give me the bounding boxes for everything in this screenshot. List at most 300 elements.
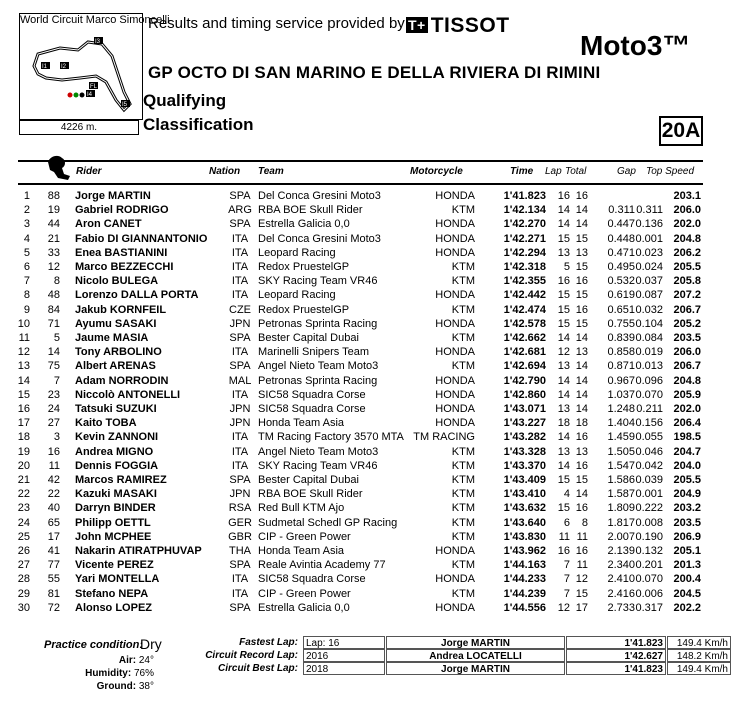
lap-time: 1'42.790: [503, 374, 546, 387]
gap-previous: 0.055: [635, 431, 663, 444]
rider-number: 14: [47, 346, 60, 359]
best-lap: 14: [557, 204, 570, 217]
gap-previous: 0.013: [635, 360, 663, 373]
nation: GBR: [228, 530, 252, 543]
motorcycle: TM RACING: [413, 431, 475, 444]
motorcycle: KTM: [451, 332, 475, 344]
top-speed: 202.0: [673, 403, 701, 415]
top-speed: 204.0: [673, 459, 701, 472]
position: 28: [17, 573, 30, 586]
lap-record-speed: 149.4 Km/h: [667, 662, 731, 675]
table-row: [0, 502, 729, 516]
team-name: Leopard Racing: [258, 246, 336, 259]
track-name: World Circuit Marco Simoncelli: [20, 14, 170, 26]
team-name: Red Bull KTM Ajo: [258, 502, 345, 515]
gap-previous: 0.001: [635, 488, 663, 501]
rider-number: 42: [47, 474, 60, 486]
table-row: [0, 531, 729, 545]
best-lap: 14: [557, 332, 570, 344]
gap-previous: 0.222: [635, 502, 663, 515]
top-speed: 204.8: [673, 232, 701, 245]
gap-first: 1.817: [607, 516, 635, 529]
nation: SPA: [229, 474, 251, 486]
rider-name: Marcos RAMIREZ: [75, 474, 167, 486]
lap-time: 1'42.662: [503, 332, 546, 344]
position: 6: [23, 261, 30, 273]
nation: JPN: [229, 317, 251, 330]
total-laps: 16: [575, 502, 588, 515]
gap-previous: 0.032: [635, 303, 663, 316]
team-name: RBA BOE Skull Rider: [258, 488, 363, 501]
col-team: Team: [258, 166, 284, 177]
top-speed: 205.5: [673, 261, 701, 273]
top-speed: 205.8: [673, 275, 701, 288]
gap-first: 1.459: [607, 431, 635, 444]
rider-name: Albert ARENAS: [75, 360, 156, 373]
gap-previous: 0.087: [635, 289, 663, 302]
best-lap: 16: [557, 545, 570, 557]
gap-previous: 0.070: [635, 573, 663, 586]
motorcycle: HONDA: [435, 289, 475, 302]
lap-time: 1'42.294: [503, 246, 546, 259]
lap-record-speed: 149.4 Km/h: [667, 636, 731, 649]
total-laps: 11: [576, 559, 588, 572]
table-row: [0, 289, 729, 303]
best-lap: 15: [557, 303, 570, 316]
best-lap: 15: [557, 232, 570, 245]
motorcycle: KTM: [451, 488, 475, 501]
gap-first: 0.532: [607, 275, 635, 288]
best-lap: 16: [557, 190, 570, 202]
col-nation: Nation: [209, 166, 241, 177]
best-lap: 15: [557, 502, 570, 515]
rider-number: 48: [47, 289, 60, 302]
motorcycle: KTM: [451, 261, 475, 273]
rider-number: 88: [47, 190, 60, 202]
top-speed: 205.1: [673, 545, 701, 557]
top-speed: 207.2: [673, 289, 701, 302]
rider-number: 16: [47, 445, 60, 458]
motorcycle: KTM: [451, 204, 475, 217]
motorcycle: HONDA: [435, 218, 475, 231]
position: 22: [17, 488, 30, 501]
rider-number: 81: [47, 587, 60, 600]
nation: SPA: [229, 190, 251, 202]
top-speed: 205.9: [673, 388, 701, 401]
position: 15: [17, 388, 30, 401]
motorcycle: KTM: [451, 587, 475, 600]
total-laps: 14: [575, 374, 588, 387]
total-laps: 16: [575, 275, 588, 288]
col-motorcycle: Motorcycle: [410, 166, 463, 177]
motorcycle: KTM: [451, 530, 475, 543]
position: 11: [18, 332, 30, 344]
rider-number: 65: [47, 516, 60, 529]
top-speed: 206.7: [673, 360, 701, 373]
gap-first: 2.416: [607, 587, 635, 600]
table-row: [0, 190, 729, 204]
team-name: SKY Racing Team VR46: [258, 275, 378, 288]
total-laps: 18: [575, 417, 588, 430]
svg-text:I1: I1: [42, 64, 48, 70]
gap-previous: 0.039: [635, 474, 663, 486]
svg-text:I4: I4: [87, 92, 93, 98]
lap-time: 1'42.860: [503, 388, 546, 401]
lap-time: 1'42.134: [503, 204, 546, 217]
best-lap: 16: [557, 275, 570, 288]
motorcycle: HONDA: [435, 388, 475, 401]
motorcycle: KTM: [451, 360, 475, 373]
total-laps: 14: [575, 204, 588, 217]
lap-time: 1'42.271: [503, 232, 546, 245]
lap-record-speed: 148.2 Km/h: [667, 649, 731, 662]
team-name: SIC58 Squadra Corse: [258, 388, 366, 401]
gap-first: 1.547: [607, 459, 635, 472]
track-map-box: [19, 13, 170, 120]
gap-first: 1.587: [607, 488, 635, 501]
motorcycle: HONDA: [435, 573, 475, 586]
lap-time: 1'43.962: [503, 545, 546, 557]
total-laps: 16: [575, 431, 588, 444]
team-name: SIC58 Squadra Corse: [258, 573, 366, 586]
position: 9: [23, 303, 30, 316]
top-speed: 202.0: [673, 218, 701, 231]
rider-number: 33: [47, 246, 60, 259]
position: 24: [17, 516, 30, 529]
practice-condition-label: Practice condition:: [44, 639, 144, 651]
total-laps: 15: [575, 587, 588, 600]
gap-first: 2.340: [607, 559, 635, 572]
gap-previous: 0.023: [635, 246, 663, 259]
nation: ITA: [231, 346, 249, 359]
position: 10: [17, 317, 30, 330]
total-laps: 16: [575, 190, 588, 202]
ground-temp: Ground: 38°: [96, 681, 154, 692]
lap-time: 1'42.355: [503, 275, 546, 288]
rider-name: Kazuki MASAKI: [75, 488, 157, 501]
team-name: Leopard Racing: [258, 289, 336, 302]
table-row: [0, 332, 729, 346]
team-name: RBA BOE Skull Rider: [258, 204, 363, 217]
best-lap: 14: [557, 431, 570, 444]
col-total: Total: [565, 166, 587, 177]
rider-number: 27: [47, 417, 60, 430]
table-row: [0, 304, 729, 318]
position: 4: [23, 232, 30, 245]
motorcycle: HONDA: [435, 601, 475, 614]
rider-name: Yari MONTELLA: [75, 573, 160, 586]
gap-previous: 0.096: [635, 374, 663, 387]
rider-helmet-icon: [44, 152, 74, 182]
motorcycle: HONDA: [435, 417, 475, 430]
table-row: [0, 517, 729, 531]
best-lap: 13: [557, 445, 570, 458]
rider-number: 21: [47, 232, 60, 245]
team-name: Reale Avintia Academy 77: [258, 559, 386, 572]
rider-name: Alonso LOPEZ: [75, 601, 152, 614]
lap-record-label: Fastest Lap:: [239, 637, 298, 648]
rider-name: Vicente PEREZ: [75, 559, 154, 572]
gap-previous: 0.046: [635, 445, 663, 458]
motorcycle: HONDA: [435, 317, 475, 330]
top-speed: 205.5: [673, 474, 701, 486]
motorcycle: HONDA: [435, 232, 475, 245]
rider-name: Dennis FOGGIA: [75, 459, 159, 472]
gap-previous: 0.006: [635, 587, 663, 600]
top-speed: 204.5: [673, 587, 701, 600]
rider-name: Nicolo BULEGA: [75, 275, 159, 288]
best-lap: 7: [563, 559, 570, 572]
gap-first: 1.809: [607, 502, 635, 515]
top-speed: 203.5: [673, 516, 701, 529]
lap-time: 1'42.318: [503, 261, 546, 273]
nation: JPN: [229, 417, 251, 430]
rider-name: Tatsuki SUZUKI: [75, 403, 157, 415]
table-row: [0, 275, 729, 289]
position: 21: [17, 474, 30, 486]
best-lap: 15: [557, 289, 570, 302]
gap-first: 1.248: [607, 403, 635, 415]
best-lap: 6: [563, 516, 570, 529]
gap-previous: 0.001: [635, 232, 663, 245]
rider-name: Lorenzo DALLA PORTA: [75, 289, 199, 302]
table-row: [0, 218, 729, 232]
total-laps: 11: [576, 530, 588, 543]
total-laps: 17: [575, 601, 588, 614]
top-speed: 206.0: [673, 204, 701, 217]
team-name: Petronas Sprinta Racing: [258, 317, 378, 330]
rider-number: 11: [48, 459, 60, 472]
lap-record-time: 1'42.627: [566, 649, 666, 662]
gap-previous: 0.104: [635, 317, 663, 330]
best-lap: 15: [557, 317, 570, 330]
team-name: Redox PruestelGP: [258, 261, 350, 273]
total-laps: 14: [575, 488, 588, 501]
motorcycle: HONDA: [435, 403, 475, 415]
motorcycle: HONDA: [435, 545, 475, 557]
lap-time: 1'43.409: [503, 474, 546, 486]
nation: ITA: [231, 445, 249, 458]
top-speed: 206.7: [673, 303, 701, 316]
team-name: Bester Capital Dubai: [258, 332, 359, 344]
table-row: [0, 431, 729, 445]
rider-number: 40: [47, 502, 60, 515]
nation: ITA: [231, 587, 249, 600]
gap-first: 0.839: [607, 332, 635, 344]
top-speed: 203.2: [673, 502, 701, 515]
best-lap: 12: [557, 601, 570, 614]
gap-previous: 0.132: [635, 545, 663, 557]
best-lap: 15: [557, 474, 570, 486]
best-lap: 14: [557, 459, 570, 472]
rider-number: 19: [47, 204, 60, 217]
gap-first: 0.651: [607, 303, 635, 316]
lap-record-period: 2016: [303, 649, 385, 662]
position: 17: [17, 417, 30, 430]
lap-time: 1'42.442: [503, 289, 546, 302]
best-lap: 14: [557, 218, 570, 231]
gap-previous: 0.317: [635, 601, 663, 614]
position: 12: [17, 346, 30, 359]
lap-time: 1'41.823: [503, 190, 546, 202]
gap-first: 1.586: [607, 474, 635, 486]
lap-time: 1'43.830: [503, 530, 546, 543]
lap-time: 1'43.071: [503, 403, 546, 415]
nation: SPA: [229, 332, 251, 344]
team-name: Marinelli Snipers Team: [258, 346, 370, 359]
top-speed: 200.4: [673, 573, 701, 586]
motorcycle: HONDA: [435, 246, 475, 259]
rider-number: 23: [47, 388, 60, 401]
table-row: [0, 446, 729, 460]
table-row: [0, 417, 729, 431]
top-speed: 205.2: [673, 317, 701, 330]
nation: CZE: [229, 303, 251, 316]
top-speed: 204.7: [673, 445, 701, 458]
table-row: [0, 318, 729, 332]
track-map-icon: [20, 14, 170, 119]
rider-number: 44: [47, 218, 60, 231]
team-name: Estrella Galicia 0,0: [258, 218, 350, 231]
svg-text:I3: I3: [95, 39, 101, 45]
humidity: Humidity: 76%: [85, 668, 154, 679]
lap-time: 1'44.239: [503, 587, 546, 600]
team-name: Honda Team Asia: [258, 545, 345, 557]
nation: MAL: [228, 374, 252, 387]
top-speed: 206.2: [673, 246, 701, 259]
top-speed: 202.2: [673, 601, 701, 614]
gap-previous: 0.070: [635, 388, 663, 401]
table-row: [0, 559, 729, 573]
top-speed: 203.1: [673, 190, 701, 202]
rider-name: Philipp OETTL: [75, 516, 151, 529]
total-laps: 15: [575, 261, 588, 273]
col-rider: Rider: [76, 166, 102, 177]
top-speed: 204.8: [673, 374, 701, 387]
lap-record-label: Circuit Best Lap:: [217, 663, 298, 674]
rider-number: 75: [47, 360, 60, 373]
rider-name: Darryn BINDER: [75, 502, 156, 515]
team-name: CIP - Green Power: [258, 587, 351, 600]
rider-number: 5: [53, 332, 60, 344]
table-row: [0, 389, 729, 403]
rider-name: Adam NORRODIN: [75, 374, 169, 387]
col-top-speed: Top Speed: [646, 166, 695, 177]
position: 8: [23, 289, 30, 302]
lap-record-label: Circuit Record Lap:: [205, 650, 298, 661]
header-rule-top: [18, 160, 703, 162]
gap-first: 0.858: [607, 346, 635, 359]
rider-number: 71: [47, 317, 60, 330]
total-laps: 14: [575, 388, 588, 401]
best-lap: 7: [563, 573, 570, 586]
lap-time: 1'44.233: [503, 573, 546, 586]
total-laps: 8: [581, 516, 588, 529]
nation: ARG: [228, 204, 252, 217]
gap-first: 1.505: [607, 445, 635, 458]
position: 1: [23, 190, 30, 202]
table-row: [0, 403, 729, 417]
motorcycle: HONDA: [435, 190, 475, 202]
gap-first: 0.311: [608, 204, 635, 217]
rider-name: Niccolò ANTONELLI: [75, 388, 181, 401]
lap-time: 1'43.410: [503, 488, 546, 501]
rider-number: 12: [47, 261, 60, 273]
gap-first: 0.448: [607, 232, 635, 245]
best-lap: 7: [563, 587, 570, 600]
team-name: Del Conca Gresini Moto3: [258, 190, 381, 202]
lap-time: 1'42.270: [503, 218, 546, 231]
practice-condition-value: Dry: [140, 636, 162, 652]
lap-record-period: 2018: [303, 662, 385, 675]
gap-first: 0.447: [607, 218, 635, 231]
rider-name: Jorge MARTIN: [75, 190, 151, 202]
lap-time: 1'43.328: [503, 445, 546, 458]
nation: THA: [229, 545, 251, 557]
lap-record-period: Lap: 16: [303, 636, 385, 649]
team-name: Honda Team Asia: [258, 417, 345, 430]
category-title: Moto3™: [580, 30, 691, 61]
rider-name: Andrea MIGNO: [75, 445, 154, 458]
rider-name: Ayumu SASAKI: [75, 317, 157, 330]
lap-time: 1'43.282: [503, 431, 546, 444]
nation: ITA: [231, 246, 249, 259]
gap-first: 2.139: [607, 545, 635, 557]
nation: SPA: [229, 360, 251, 373]
table-row: [0, 573, 729, 587]
gap-first: 0.495: [607, 261, 635, 273]
gap-first: 2.733: [607, 601, 635, 614]
lap-time: 1'42.694: [503, 360, 546, 373]
best-lap: 14: [557, 374, 570, 387]
total-laps: 13: [575, 346, 588, 359]
position: 2: [23, 204, 30, 217]
table-row: [0, 545, 729, 559]
nation: ITA: [231, 388, 249, 401]
position: 19: [17, 445, 30, 458]
position: 26: [17, 545, 30, 557]
lap-record-rider: Jorge MARTIN: [386, 636, 565, 649]
document-code: 20A: [659, 116, 703, 146]
team-name: TM Racing Factory 3570 MTA: [258, 431, 404, 444]
rider-name: Kevin ZANNONI: [75, 431, 159, 444]
team-name: SIC58 Squadra Corse: [258, 403, 366, 415]
header-rule-bottom: [18, 183, 703, 185]
col-lap: Lap: [545, 166, 562, 177]
team-name: Petronas Sprinta Racing: [258, 374, 378, 387]
gap-previous: 0.211: [636, 403, 663, 415]
table-row: [0, 474, 729, 488]
table-row: [0, 602, 729, 616]
position: 7: [23, 275, 30, 288]
nation: ITA: [231, 275, 249, 288]
tissot-logo: T+ TISSOT: [408, 14, 510, 37]
table-row: [0, 233, 729, 247]
rider-number: 7: [53, 374, 60, 387]
top-speed: 201.3: [673, 559, 701, 572]
lap-time: 1'44.556: [503, 601, 546, 614]
motorcycle: KTM: [451, 559, 475, 572]
table-row: [0, 460, 729, 474]
team-name: Del Conca Gresini Moto3: [258, 232, 381, 245]
position: 23: [17, 502, 30, 515]
nation: ITA: [231, 289, 249, 302]
nation: SPA: [229, 559, 251, 572]
lap-time: 1'43.227: [503, 417, 546, 430]
position: 18: [17, 431, 30, 444]
nation: ITA: [231, 459, 249, 472]
position: 13: [17, 360, 30, 373]
